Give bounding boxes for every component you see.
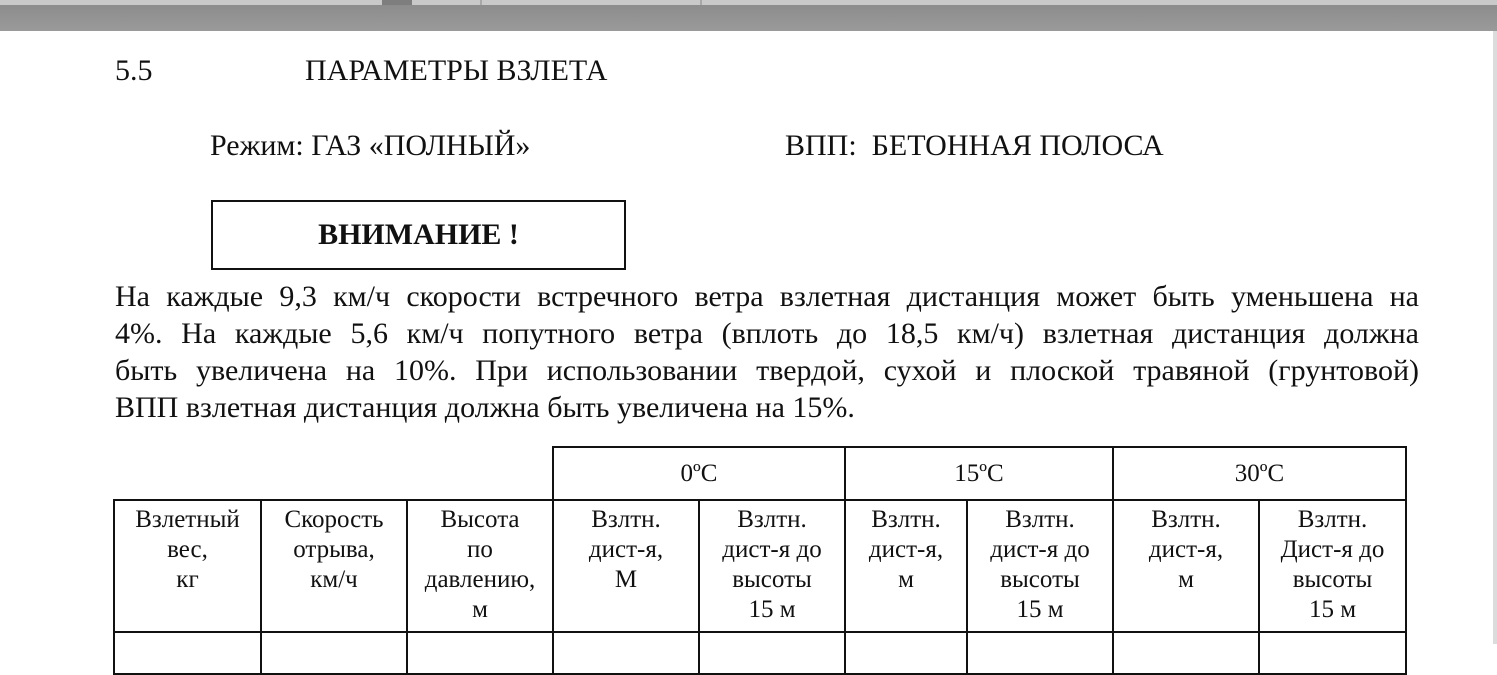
note-line: быть увеличена на 10%. При использовании твердой, сухой и плоской травяной (грунтовой) [115,354,1419,387]
table-cell [261,632,407,674]
col-header-distance-15m-0c: Взлтн. дист-я до высоты 15 м [699,500,845,632]
section-title: ПАРАМЕТРЫ ВЗЛЕТА [305,54,608,87]
takeoff-performance-table [113,446,1407,675]
table-row [114,632,1406,674]
col-header-ground-roll-0c: Взлтн. дист-я, М [553,500,699,632]
table-cell [1259,632,1406,674]
table-cell [407,632,553,674]
section-number: 5.5 [115,54,153,87]
col-header-distance-15m-15c: Взлтн. дист-я до высоты 15 м [967,500,1113,632]
table-cell [699,632,845,674]
table-cell [845,632,967,674]
col-header-takeoff-weight: Взлетный вес, кг [114,500,261,632]
note-line: На каждые 9,3 км/ч скорости встречного ветра взлетная дистанция может быть уменьшена на [115,280,1419,313]
table-cell [114,632,261,674]
col-header-liftoff-speed: Скорость отрыва, км/ч [261,500,407,632]
table-cell [1113,632,1259,674]
note-line: ВПП взлетная дистанция должна быть увеличена на 15%. [115,391,855,424]
col-header-distance-15m-30c: Взлтн. Дист-я до высоты 15 м [1259,500,1406,632]
warning-box [211,200,626,270]
table-cell [553,632,699,674]
col-header-pressure-altitude: Высота по давлению, м [407,500,553,632]
note-line: 4%. На каждые 5,6 км/ч попутного ветра (вплоть до 18,5 км/ч) взлетная дистанция должна [115,317,1419,350]
temp-header-30c: 30ºC [1113,447,1406,500]
table-blank-corner [114,447,553,500]
warning-label: ВНИМАНИЕ ! [318,218,519,251]
temp-header-0c: 0ºC [553,447,845,500]
table-cell [967,632,1113,674]
toolbar-separator [700,0,702,5]
col-header-ground-roll-30c: Взлтн. дист-я, м [1113,500,1259,632]
throttle-mode: Режим: ГАЗ «ПОЛНЫЙ» [210,129,531,162]
runway-type: ВПП: БЕТОННАЯ ПОЛОСА [785,129,1164,162]
page-edge [1493,31,1497,644]
viewer-scroll-strip[interactable] [0,0,1497,5]
toolbar-separator [480,0,482,5]
scroll-thumb[interactable] [382,0,412,5]
col-header-ground-roll-15c: Взлтн. дист-я, м [845,500,967,632]
temp-header-15c: 15ºC [845,447,1113,500]
